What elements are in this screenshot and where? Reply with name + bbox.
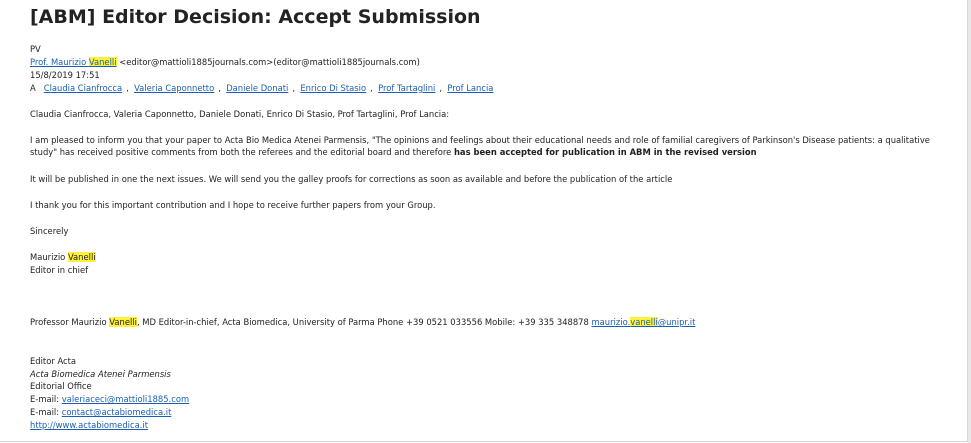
acceptance-bold-text: has been accepted for publication in ABM in the revised version (453, 147, 757, 157)
signature-name (30, 251, 96, 263)
paragraph-publication: It will be published in one the next issues. We will send you the galley proofs for corrections as soon as available and before the publication of the article (30, 174, 673, 184)
email-link-valeriaceci[interactable]: valeriaceci@mattioli1885.com (61, 394, 190, 404)
sender-line (30, 56, 420, 68)
office-line-1: Editor Acta (30, 356, 77, 366)
recipient-link[interactable]: Daniele Donati (226, 83, 289, 93)
recipient-link[interactable]: Enrico Di Stasio (300, 83, 367, 93)
paragraph-text: I am pleased to inform you that your paper to Acta Bio Medica Atenei Parmensis, "The opinions and feelings about their educational needs and role of familial caregivers of Parkinson's Disease patients: a qualitative study" has received positive comments from both the referees and the editorial board and therefore (30, 135, 930, 157)
footer-text: , MD Editor-in-chief, Acta Biomedica, University of Parma Phone +39 0521 033556 Mobile: +39 335 348878 (136, 317, 592, 327)
footer-email-highlight: vanelli (630, 317, 658, 327)
recipient-link[interactable]: Prof Lancia (447, 83, 494, 93)
office-line-3: Editorial Office (30, 381, 92, 391)
footer-name-highlight: Vanelli (109, 317, 137, 327)
footer-email-part: @unipr.it (657, 317, 696, 327)
sender-link[interactable] (30, 57, 117, 67)
email-subject: [ABM] Editor Decision: Accept Submission (30, 6, 481, 28)
email-label: E-mail: (30, 394, 62, 404)
recipient-link[interactable]: Claudia Cianfrocca (43, 83, 123, 93)
sender-name-highlight: Vanelli (88, 57, 117, 67)
recipient-link[interactable]: Valeria Caponnetto (134, 83, 215, 93)
sender-addresses: <editor@mattioli1885journals.com>(editor@mattioli1885journals.com) (116, 57, 420, 67)
to-label: A (30, 83, 36, 93)
paragraph-thanks: I thank you for this important contribution and I hope to receive further papers from your Group. (30, 200, 436, 210)
sender-name: Prof. Maurizio (30, 57, 89, 67)
signature-name-highlight: Vanelli (67, 252, 96, 262)
footer-email-part: maurizio. (591, 317, 631, 327)
website-link[interactable]: http://www.actabiomedica.it (30, 420, 148, 430)
closing: Sincerely (30, 226, 69, 236)
recipients-line: A Claudia Cianfrocca , Valeria Caponnetto , Daniele Donati , Enrico Di Stasio , Prof Tartaglini , Prof Lancia (30, 83, 494, 93)
footer-email-link[interactable] (592, 317, 696, 327)
footer-prefix: Professor Maurizio (30, 317, 110, 327)
signature-first-name: Maurizio (30, 252, 68, 262)
email-link-contact[interactable]: contact@actabiomedica.it (61, 407, 172, 417)
recipient-link[interactable]: Prof Tartaglini (378, 83, 436, 93)
footer-signature (30, 316, 695, 328)
office-line-2: Acta Biomedica Atenei Parmensis (30, 369, 171, 379)
salutation: Claudia Cianfrocca, Valeria Caponnetto, Daniele Donati, Enrico Di Stasio, Prof Tartaglini, Prof Lancia: (30, 109, 450, 119)
pv-label: PV (30, 44, 41, 54)
website-line (30, 419, 148, 431)
signature-title: Editor in chief (30, 265, 89, 275)
paragraph-acceptance (30, 134, 950, 158)
email-label: E-mail: (30, 407, 62, 417)
email-line-2 (30, 406, 171, 418)
email-line-1 (30, 393, 189, 405)
sent-date: 15/8/2019 17:51 (30, 70, 100, 80)
